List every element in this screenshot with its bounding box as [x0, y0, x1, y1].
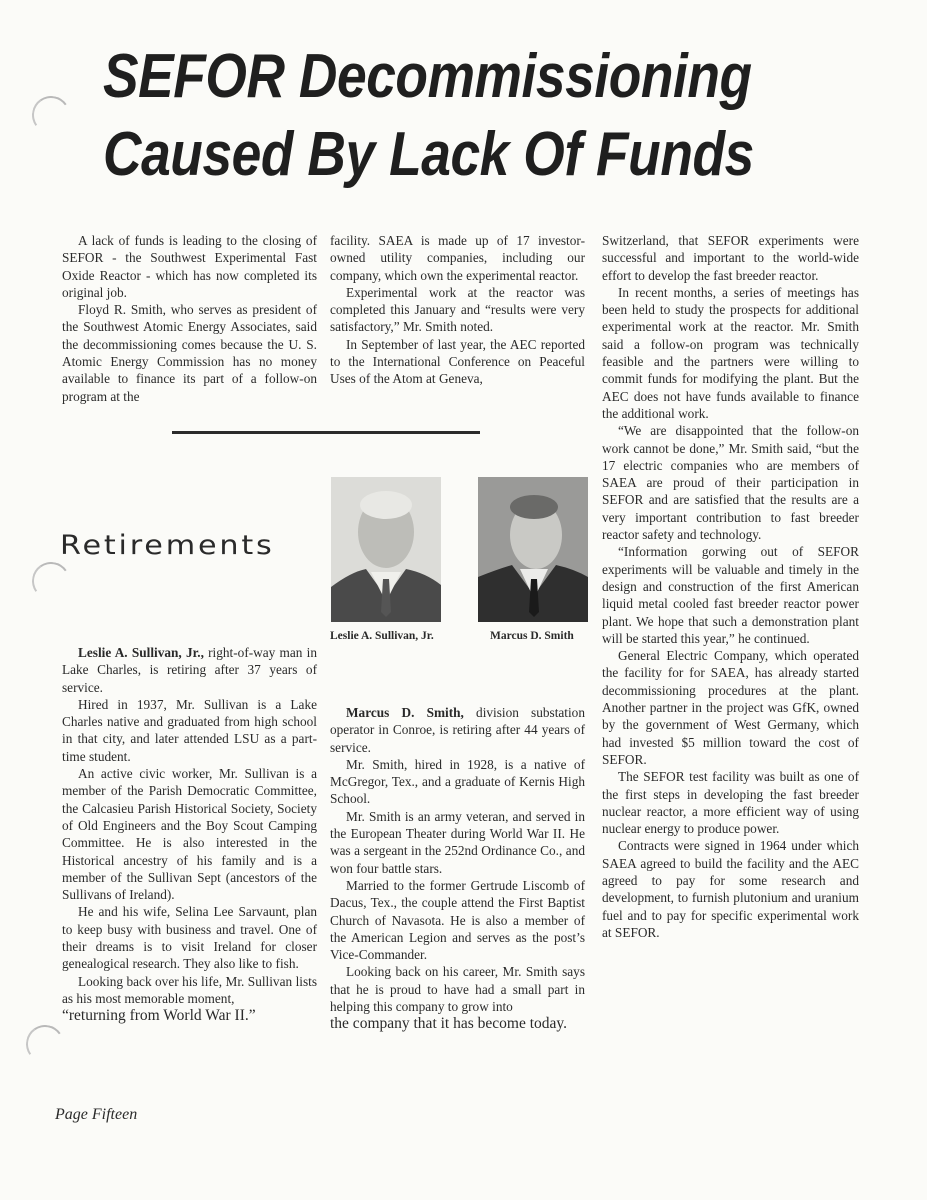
article-paragraph: “We are disappointed that the follow-on work cannot be done,” Mr. Smith said, “but the 17 electric companies who are members of SAEA are proud of their participation in SEFOR and are satisfied that the results are a very important contribution to fast breeder reactor safety and technology.	[602, 423, 859, 543]
article-paragraph: In September of last year, the AEC reported to the International Conference on Peaceful Uses of the Atom at Geneva,	[330, 336, 585, 387]
article-paragraph: The SEFOR test facility was built as one of the first steps in developing the fast breeder nuclear reactor, a more efficient way of using nuclear energy to produce power.	[602, 769, 859, 837]
punch-hole-bottom	[23, 1022, 67, 1066]
article-paragraph: Floyd R. Smith, who serves as president of the Southwest Atomic Energy Associates, said the decommissioning comes because the U. S. Atomic Energy Commission has no money available to finance its part of a follow-on program at the	[62, 302, 317, 404]
retirement-column-smith	[330, 704, 585, 1033]
article-column-3	[602, 232, 859, 941]
retirement-lead-text: right-of-way man in Lake Charles, is retiring after 37 years of service.	[62, 645, 317, 695]
retirement-paragraph: Looking back on his career, Mr. Smith says that he is proud to have had a small part in helping this company to grow into	[330, 964, 585, 1015]
retirements-title: Retirements	[60, 530, 275, 561]
retirement-paragraph: Hired in 1937, Mr. Sullivan is a Lake Charles native and graduated from high school in that city, and later attended LSU as a part-time student.	[62, 696, 317, 764]
retirement-paragraph: He and his wife, Selina Lee Sarvaunt, plan to keep busy with business and travel. One of their dreams is to visit Ireland for closer genealogical research. They also like to fish.	[62, 904, 317, 972]
retirement-paragraph: An active civic worker, Mr. Sullivan is a member of the Parish Democratic Committee, the Calcasieu Parish Historical Society, Society of Old Engineers and the Boy Scout Camping Committee. He is also interested in the Historical ancestry of his family and is a member of the Sullivan Sept (ancestors of the Sullivans of Ireland).	[62, 766, 317, 903]
headline-line-2: Caused By Lack Of Funds	[103, 120, 754, 189]
portrait-photo-icon	[331, 477, 441, 622]
retirement-paragraph: Married to the former Gertrude Liscomb of Dacus, Tex., the couple attend the First Baptist Church of Navasota. He is also a member of the American Legion and serves as the post’s Vice-Commander.	[330, 877, 585, 963]
article-paragraph: In recent months, a series of meetings has been held to study the prospects for additional experimental work at the reactor. Mr. Smith said a follow-on program was technically feasible and the partners were willing to commit funds for modifying the plant. But the AEC does not have funds available to finance the additional work.	[602, 284, 859, 421]
retirement-column-sullivan	[62, 644, 317, 1025]
article-column-2	[330, 232, 585, 388]
article-paragraph: A lack of funds is leading to the closing of SEFOR - the Southwest Experimental Fast Oxide Reactor - which has now completed its original job.	[62, 233, 317, 300]
retirement-lead	[62, 644, 317, 696]
section-divider	[172, 431, 480, 434]
article-paragraph: Experimental work at the reactor was completed this January and “results were very satisfactory,” Mr. Smith noted.	[330, 284, 585, 335]
retiree-name: Marcus D. Smith,	[346, 705, 464, 720]
portrait-photo-smith	[478, 477, 588, 622]
article-paragraph: General Electric Company, which operated the facility for for SAEA, has already started decommissioning procedures at the plant. Another partner in the project was GfK, owned by the government of West Germany, which had invested $5 million toward the cost of SEFOR.	[602, 648, 859, 767]
retirement-paragraph: Mr. Smith, hired in 1928, is a native of McGregor, Tex., and a graduate of Kernis High School.	[330, 756, 585, 807]
retirement-paragraph: Mr. Smith is an army veteran, and served in the European Theater during World War II. He was a sergeant in the 252nd Ordinance Co., and won four battle stars.	[330, 808, 585, 876]
article-column-1	[62, 232, 317, 405]
page-number: Page Fifteen	[55, 1106, 138, 1123]
retiree-name: Leslie A. Sullivan, Jr.,	[78, 645, 204, 660]
portrait-photo-sullivan	[331, 477, 441, 622]
retirement-closing-line: the company that it has become today.	[330, 1015, 568, 1033]
photo-caption-sullivan: Leslie A. Sullivan, Jr.	[330, 630, 434, 642]
retirement-lead-text: division substation operator in Conroe, is retiring after 44 years of service.	[330, 705, 585, 755]
article-headline	[103, 38, 754, 194]
article-paragraph: facility. SAEA is made up of 17 investor-owned utility companies, including our company, which own the experimental reactor.	[330, 233, 585, 283]
article-paragraph: Contracts were signed in 1964 under which SAEA agreed to build the facility and the AEC agreed to pay for some research and development, to furnish plutonium and uranium fuel and to pay for specific experimental work at SEFOR.	[602, 838, 859, 940]
portrait-photo-icon	[478, 477, 588, 622]
article-paragraph: “Information gorwing out of SEFOR experiments will be valuable and timely in the design and construction of the first American liquid metal cooled fast breeder reactor power plant. We hope that such a demonstration plant will be started this year,” he continued.	[602, 544, 859, 646]
punch-hole-top	[29, 93, 73, 137]
photo-caption-smith: Marcus D. Smith	[490, 630, 574, 642]
punch-hole-middle	[29, 559, 73, 603]
article-paragraph: Switzerland, that SEFOR experiments were successful and important to the world-wide effort to develop the fast breeder reactor.	[602, 233, 859, 283]
retirement-closing-quote: “returning from World War II.”	[62, 1007, 256, 1025]
headline-line-1: SEFOR Decommissioning	[103, 42, 752, 111]
retirement-lead	[330, 704, 585, 756]
retirement-paragraph: Looking back over his life, Mr. Sullivan lists as his most memorable moment,	[62, 973, 317, 1006]
